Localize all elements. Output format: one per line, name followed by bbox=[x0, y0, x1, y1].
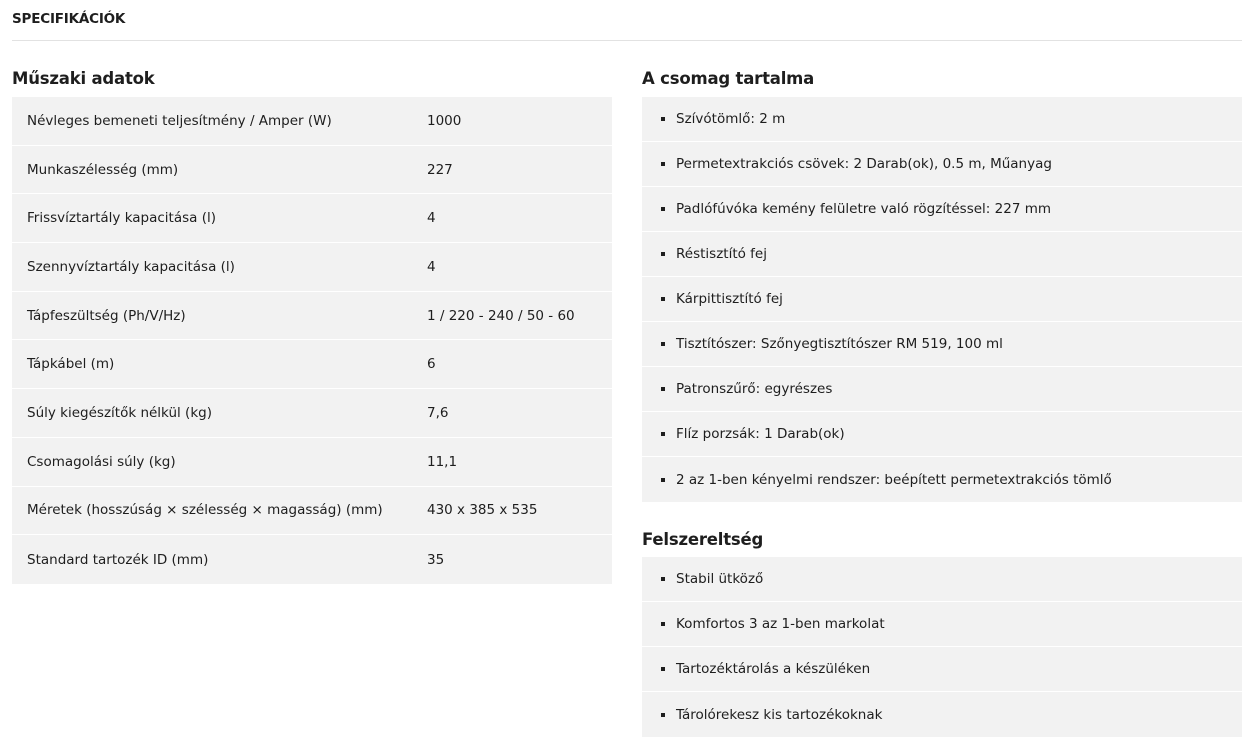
spec-row bbox=[12, 535, 612, 584]
page-header bbox=[12, 0, 1242, 41]
list-item bbox=[642, 457, 1242, 502]
bullet-icon bbox=[661, 117, 665, 121]
list-item-text: Flíz porzsák: 1 Darab(ok) bbox=[676, 426, 845, 442]
spec-row bbox=[12, 438, 612, 487]
spec-row bbox=[12, 389, 612, 438]
bullet-icon bbox=[661, 432, 665, 436]
list-item-text: Tisztítószer: Szőnyegtisztítószer RM 519, 100 ml bbox=[676, 336, 1003, 352]
spec-value: 4 bbox=[427, 210, 436, 227]
spec-value: 35 bbox=[427, 551, 445, 568]
spec-value: 7,6 bbox=[427, 404, 449, 421]
page-title: SPECIFIKÁCIÓK bbox=[12, 11, 126, 27]
spec-value: 6 bbox=[427, 356, 436, 373]
equipment-heading: Felszereltség bbox=[642, 530, 764, 549]
list-item bbox=[642, 412, 1242, 457]
list-item bbox=[642, 647, 1242, 692]
spec-label: Tápkábel (m) bbox=[27, 356, 115, 373]
list-item bbox=[642, 602, 1242, 647]
list-item-text: Patronszűrő: egyrészes bbox=[676, 381, 833, 397]
spec-row bbox=[12, 194, 612, 243]
spec-row bbox=[12, 146, 612, 195]
list-item-text: Réstisztító fej bbox=[676, 246, 767, 262]
spec-label: Frissvíztartály kapacitása (l) bbox=[27, 210, 217, 227]
list-item-text: 2 az 1-ben kényelmi rendszer: beépített permetextrakciós tömlő bbox=[676, 471, 1112, 488]
spec-value: 227 bbox=[427, 161, 453, 178]
equipment-list bbox=[642, 557, 1242, 737]
list-item-text: Kárpittisztító fej bbox=[676, 291, 783, 307]
list-item-text: Szívótömlő: 2 m bbox=[676, 111, 786, 127]
list-item-text: Komfortos 3 az 1-ben markolat bbox=[676, 616, 885, 632]
technical-data-heading: Műszaki adatok bbox=[12, 69, 155, 88]
spec-row bbox=[12, 340, 612, 389]
bullet-icon bbox=[661, 387, 665, 391]
spec-row bbox=[12, 292, 612, 341]
bullet-icon bbox=[661, 622, 665, 626]
spec-row bbox=[12, 487, 612, 536]
list-item-text: Tárolórekesz kis tartozékoknak bbox=[676, 706, 883, 723]
spec-label: Méretek (hosszúság × szélesség × magasság) (mm) bbox=[27, 502, 383, 519]
spec-label: Szennyvíztartály kapacitása (l) bbox=[27, 258, 235, 275]
list-item-text: Tartozéktárolás a készüléken bbox=[676, 661, 871, 677]
spec-value: 4 bbox=[427, 258, 436, 275]
bullet-icon bbox=[661, 713, 665, 717]
bullet-icon bbox=[661, 162, 665, 166]
package-contents-heading: A csomag tartalma bbox=[642, 69, 815, 88]
list-item-text: Permetextrakciós csövek: 2 Darab(ok), 0.5 m, Műanyag bbox=[676, 156, 1052, 172]
spec-label: Súly kiegészítők nélkül (kg) bbox=[27, 404, 212, 421]
spec-row bbox=[12, 243, 612, 292]
spec-label: Standard tartozék ID (mm) bbox=[27, 551, 209, 568]
technical-data-table bbox=[12, 97, 612, 584]
spec-value: 1000 bbox=[427, 112, 462, 129]
list-item bbox=[642, 142, 1242, 187]
bullet-icon bbox=[661, 478, 665, 482]
list-item bbox=[642, 557, 1242, 602]
bullet-icon bbox=[661, 342, 665, 346]
bullet-icon bbox=[661, 667, 665, 671]
bullet-icon bbox=[661, 577, 665, 581]
list-item bbox=[642, 187, 1242, 232]
spec-value: 430 x 385 x 535 bbox=[427, 502, 538, 519]
bullet-icon bbox=[661, 252, 665, 256]
spec-label: Munkaszélesség (mm) bbox=[27, 161, 179, 178]
spec-value: 11,1 bbox=[427, 453, 458, 470]
package-contents-list bbox=[642, 97, 1242, 502]
bullet-icon bbox=[661, 207, 665, 211]
list-item-text: Stabil ütköző bbox=[676, 571, 764, 587]
list-item bbox=[642, 277, 1242, 322]
list-item bbox=[642, 692, 1242, 737]
list-item bbox=[642, 232, 1242, 277]
spec-label: Csomagolási súly (kg) bbox=[27, 453, 176, 470]
spec-label: Tápfeszültség (Ph/V/Hz) bbox=[27, 307, 186, 324]
spec-label: Névleges bemeneti teljesítmény / Amper (W) bbox=[27, 112, 332, 129]
list-item bbox=[642, 97, 1242, 142]
list-item bbox=[642, 322, 1242, 367]
spec-value: 1 / 220 - 240 / 50 - 60 bbox=[427, 307, 575, 324]
spec-row bbox=[12, 97, 612, 146]
bullet-icon bbox=[661, 297, 665, 301]
list-item bbox=[642, 367, 1242, 412]
list-item-text: Padlófúvóka kemény felületre való rögzítéssel: 227 mm bbox=[676, 201, 1051, 217]
